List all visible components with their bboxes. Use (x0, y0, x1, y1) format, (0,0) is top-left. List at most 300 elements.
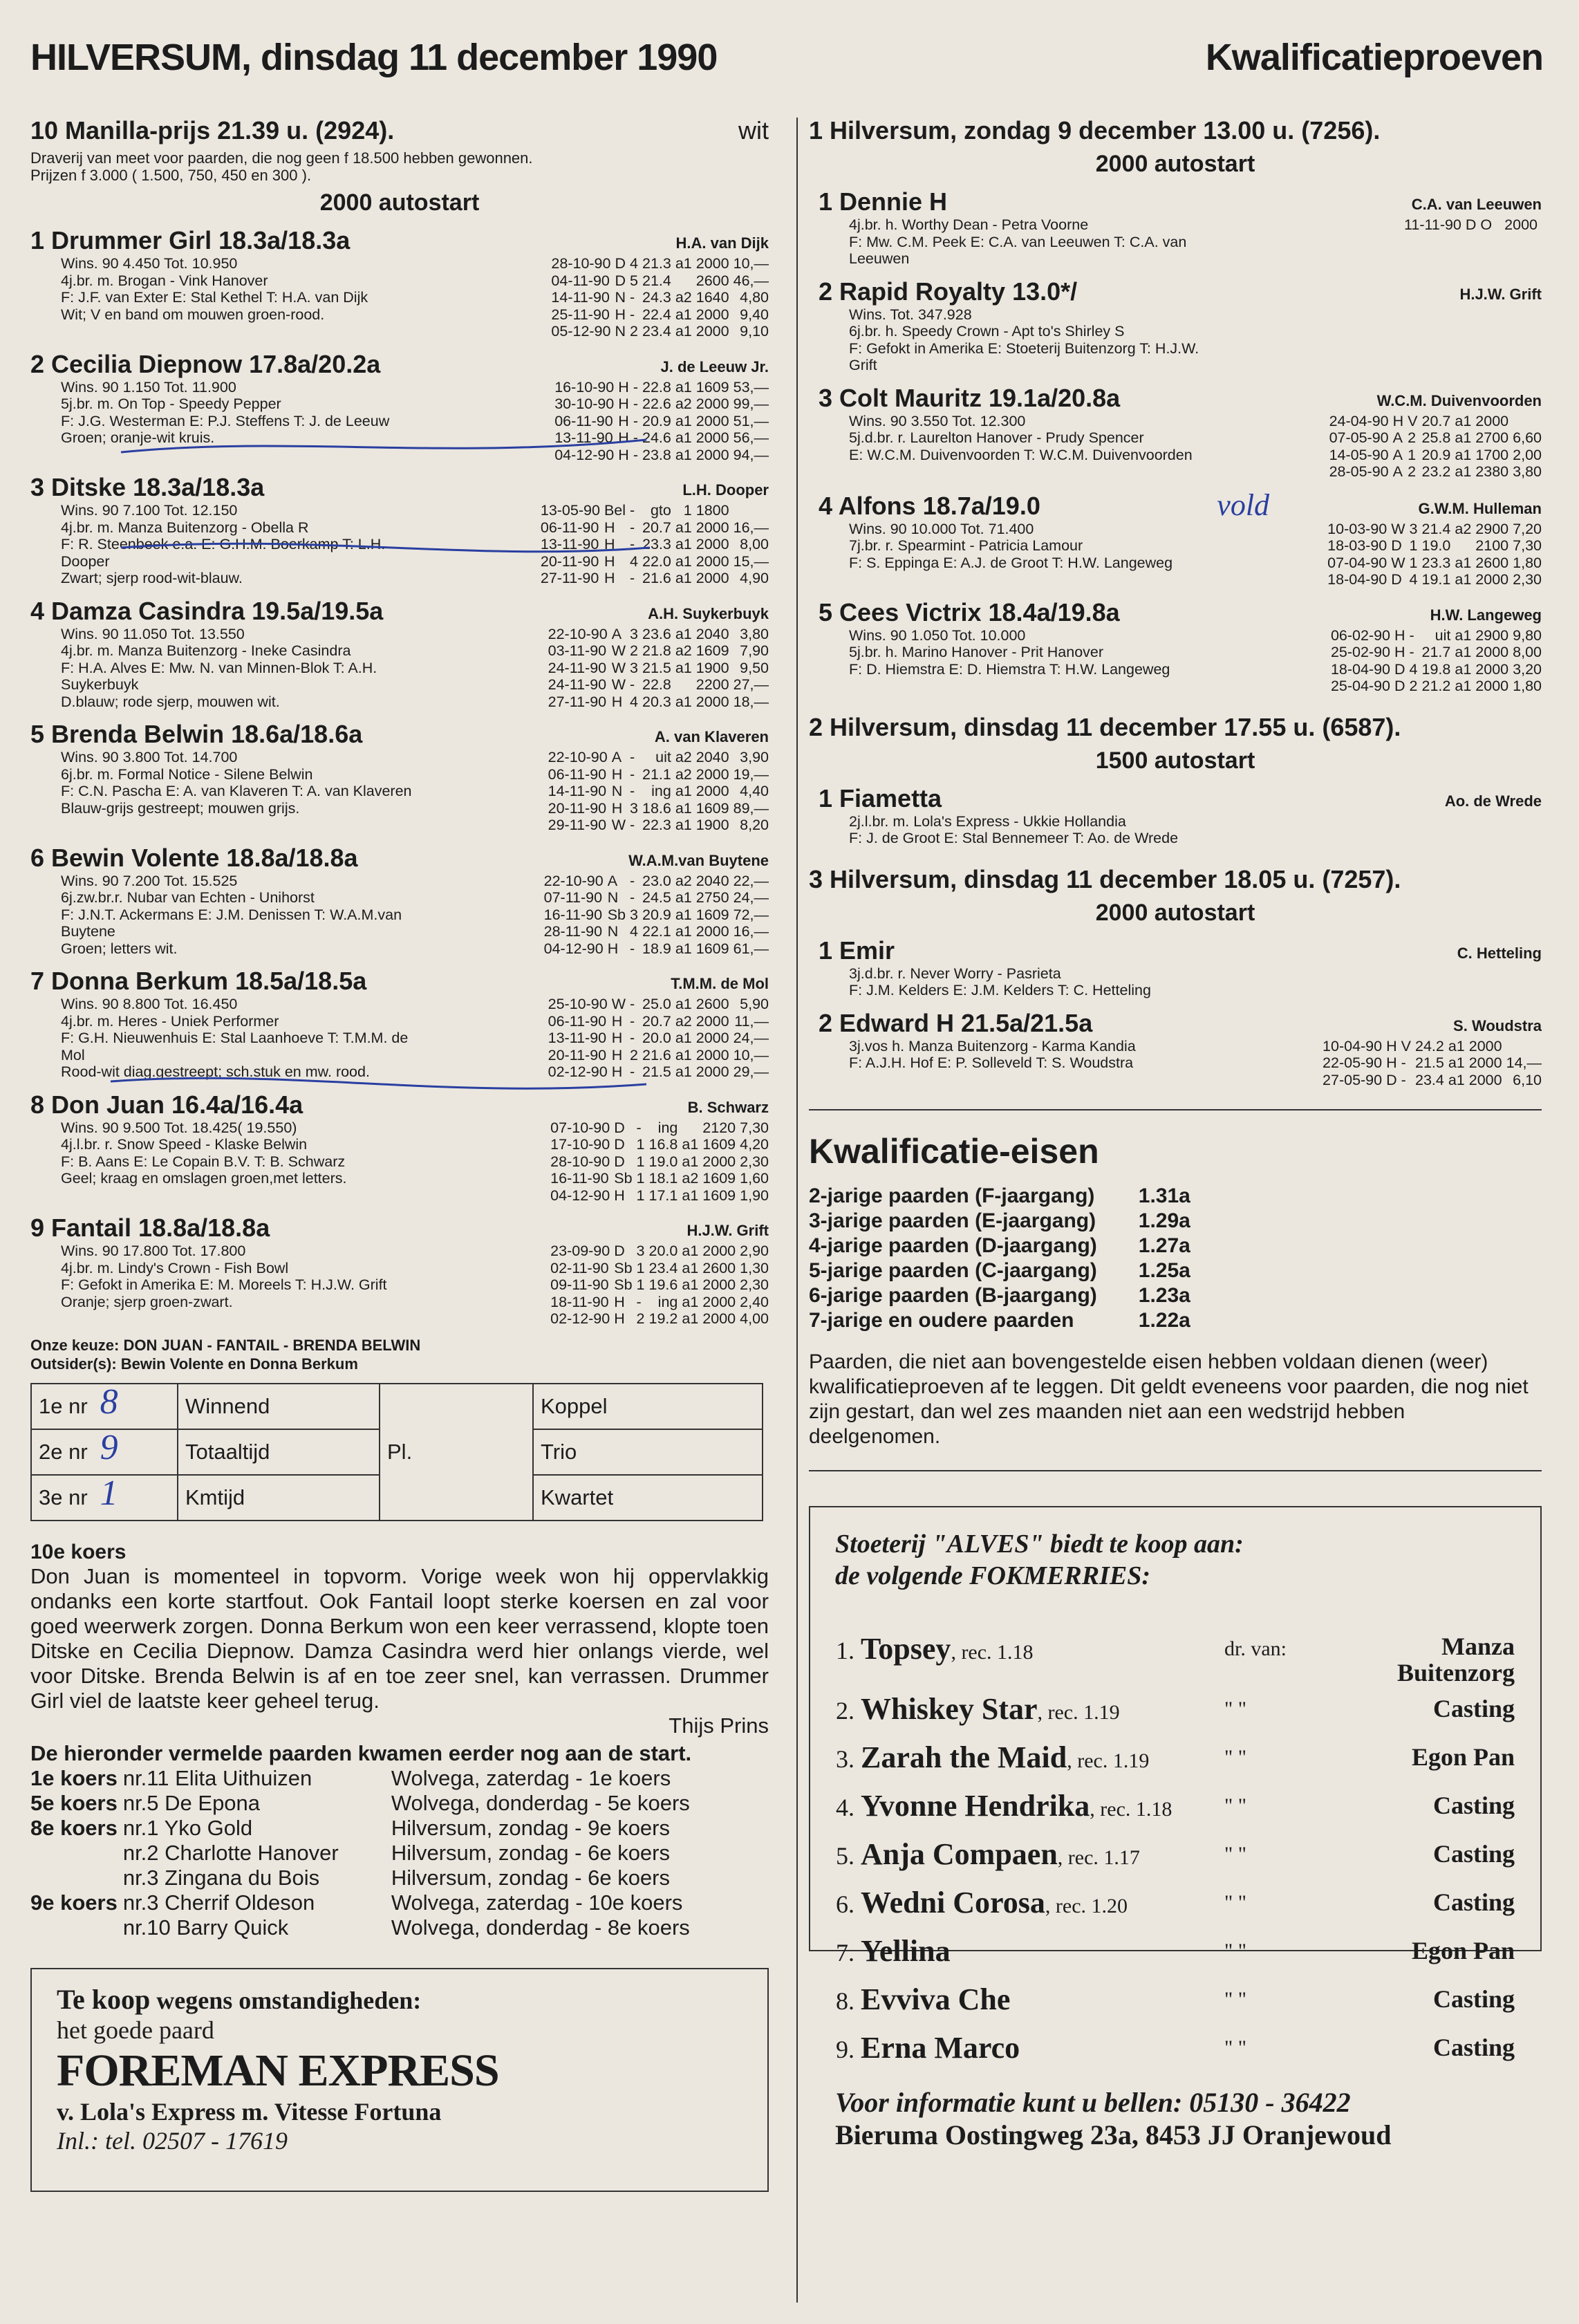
performance-row (1327, 661, 1542, 678)
performance-cell: D (1391, 537, 1402, 554)
performance-cell: 27-05-90 (1323, 1071, 1383, 1088)
performance-cell: - (633, 412, 638, 429)
performance-cell: 2000 (1475, 644, 1509, 660)
performance-cell (1502, 1038, 1542, 1055)
performance-cell: 1900 (695, 659, 729, 676)
previous-start-cell: 9e koers (30, 1890, 118, 1915)
performance-cell: 16,— (733, 923, 769, 940)
performance-cell: 17.1 (648, 1187, 678, 1204)
horse-body (30, 749, 769, 834)
performance-cell: 2000 (1475, 678, 1509, 694)
previous-starts-title: De hieronder vermelde paarden kwamen eerder nog aan de start. (30, 1740, 692, 1765)
horse-entry (30, 597, 769, 711)
mare-record: , rec. 1.19 (1037, 1701, 1120, 1724)
horse-name: 1 Drummer Girl 18.3a/18.3a (30, 226, 351, 254)
mare-row (835, 1977, 1515, 2025)
performance-cell: 06-11-90 (548, 765, 607, 783)
horse-entry (819, 936, 1542, 999)
performance-cell (1450, 537, 1471, 555)
performance-cell: 23.8 (642, 446, 671, 463)
mare-name-cell (835, 2025, 1224, 2074)
previous-start-cell: Wolvega, zaterdag - 10e koers (391, 1890, 683, 1915)
bet-row-3 (31, 1475, 178, 1521)
performance-cell: 2 (1408, 429, 1417, 446)
performance-row (550, 447, 769, 464)
performance-cell: 25-10-90 (548, 996, 608, 1012)
performance-cell: 24,— (733, 889, 769, 906)
performance-cell: - (636, 1293, 642, 1310)
performance-cell: H (615, 306, 626, 323)
mare-name: Anja Compaen (861, 1837, 1058, 1871)
performance-row (550, 429, 769, 447)
performance-cell: H (1386, 1037, 1397, 1054)
performance-cell: a1 (675, 799, 692, 817)
requirement-time: 1.29a (1138, 1209, 1190, 1232)
performance-cell: 2000 (695, 570, 729, 586)
performance-cell: 2000 (702, 1276, 736, 1293)
performance-cell: 3 (636, 1243, 645, 1259)
performance-cell: 1 (636, 1187, 645, 1204)
performance-row (547, 289, 769, 306)
mare-row (835, 1686, 1515, 1735)
performance-cell: 2000 (702, 1243, 736, 1259)
performance-cell: 21.6 (642, 570, 671, 586)
performance-cell: H (618, 412, 629, 429)
horse-info-line: F: Gefokt in Amerika E: Stoeterij Buitenzorg T: H.J.W. Grift (849, 340, 1199, 373)
qualification-horses (809, 936, 1542, 1089)
bet-winnend: Winnend (178, 1384, 380, 1429)
performance-cell: a2 (675, 289, 692, 306)
performance-row (547, 272, 769, 290)
performance-cell: 16,— (733, 519, 769, 536)
performance-cell: - (630, 1063, 635, 1080)
performance-cell: a1 (675, 889, 692, 906)
performance-cell: - (630, 306, 635, 323)
horse-entry (819, 384, 1542, 481)
performance-cell: H (618, 396, 629, 412)
performance-table (544, 749, 769, 834)
performance-cell: 3,80 (740, 625, 769, 642)
qualification-race-start: 2000 autostart (1095, 151, 1255, 177)
performance-cell: a1 (1455, 446, 1472, 463)
performance-cell: a2 (675, 396, 692, 412)
performance-row (544, 800, 769, 817)
race-start: 2000 autostart (319, 189, 480, 216)
horse-info-line: Wins. 90 17.800 Tot. 17.800 (61, 1243, 246, 1259)
requirement-time: 1.25a (1138, 1259, 1190, 1282)
qualification-race (809, 865, 1542, 1089)
performance-cell: 51,— (733, 412, 769, 429)
previous-start-cell: nr.3 Zingana du Bois (122, 1865, 320, 1890)
performance-row (540, 889, 769, 907)
ad-phone: Inl.: tel. 02507 - 17619 (57, 2126, 288, 2155)
requirement-row (809, 1283, 1232, 1308)
performance-cell: a1 (682, 1153, 699, 1170)
performance-cell: 2000 (702, 1310, 736, 1327)
performance-cell: a1 (1455, 571, 1472, 588)
horse-header (30, 720, 769, 749)
horse-info (61, 255, 420, 340)
horse-info-line: 4j.l.br. r. Snow Speed - Klaske Belwin (61, 1136, 308, 1153)
performance-cell: 04-12-90 (554, 446, 615, 463)
preview-author: Thijs Prins (669, 1713, 769, 1738)
mare-sire: Casting (1432, 2034, 1515, 2061)
mare-number: 1. (836, 1637, 854, 1664)
performance-cell: W (611, 642, 626, 659)
performance-cell: 20.0 (648, 1243, 678, 1259)
performance-cell: 22.4 (642, 306, 671, 323)
horse-info-line: 6j.br. h. Speedy Crown - Apt to's Shirley S (849, 323, 1125, 340)
performance-cell: 4,20 (740, 1136, 769, 1153)
mare-row (835, 1783, 1515, 1832)
performance-cell: 7,20 (1513, 520, 1542, 537)
qualification-races (809, 116, 1542, 1088)
performance-cell: - (630, 502, 635, 519)
horse-entry (30, 967, 769, 1081)
previous-start-cell: Hilversum, zondag - 6e koers (391, 1840, 670, 1865)
mare-sire-prefix: " " (1224, 1746, 1246, 1769)
horse-trainer: H.J.W. Grift (686, 1222, 769, 1239)
performance-row (1325, 463, 1542, 481)
horse-header (30, 1090, 769, 1119)
performance-cell: H (1392, 412, 1404, 429)
performance-row (547, 306, 769, 324)
performance-cell: 1 (1408, 446, 1417, 463)
horse-body (30, 1119, 769, 1205)
performance-cell: 28-10-90 (550, 1153, 610, 1170)
performance-cell: - (1409, 644, 1414, 660)
performance-cell: 1 (636, 1276, 645, 1293)
performance-cell: 1609 (702, 1187, 736, 1204)
performance-cell: - (630, 1030, 635, 1046)
horse-body (819, 306, 1542, 374)
performance-cell: a1 (682, 1187, 699, 1204)
performance-cell: 2000 (695, 1046, 729, 1063)
horse-trainer: C. Hetteling (1457, 944, 1542, 962)
horse-info-line: 3j.vos h. Manza Buitenzorg - Karma Kandia (849, 1037, 1136, 1054)
mare-name: Zarah the Maid (861, 1740, 1067, 1774)
qualification-race (809, 713, 1542, 847)
performance-cell: 1609 (695, 378, 729, 396)
performance-cell: D (614, 1136, 625, 1153)
horse-info-line: Blauw-grijs gestreept; mouwen grijs. (61, 799, 300, 817)
horse-info-line: F: G.H. Nieuwenhuis E: Stal Laanhoeve T: T.M.M. de Mol (61, 1030, 409, 1063)
mare-row (835, 1928, 1515, 1977)
performance-cell: a1 (675, 659, 692, 676)
horse-info-line: Rood-wit diag.gestreept; sch.stuk en mw. rood. (61, 1063, 370, 1080)
performance-cell: W (611, 659, 626, 676)
performance-row (1325, 429, 1542, 447)
performance-cell: 18.6 (642, 799, 671, 817)
performance-cell: N (615, 323, 626, 340)
performance-cell: 2,00 (1513, 446, 1542, 463)
horse-info-line: Wins. 90 1.150 Tot. 11.900 (61, 378, 236, 396)
horse-header (30, 350, 769, 379)
performance-cell: - (630, 783, 635, 799)
horse-header (30, 1214, 769, 1243)
performance-cell: a1 (675, 996, 692, 1012)
mare-sire: Casting (1432, 1985, 1515, 2013)
performance-cell: 4,40 (740, 783, 769, 799)
performance-row (546, 1136, 769, 1153)
performance-cell: H (611, 1063, 623, 1080)
horse-info-line: F: Gefokt in Amerika E: M. Moreels T: H.J.W. Grift (61, 1276, 387, 1293)
performance-cell: 2040 (695, 872, 729, 889)
requirements-title: Kwalificatie-eisen (809, 1132, 1099, 1171)
mare-sire-prefix: " " (1224, 1843, 1246, 1866)
performance-cell: a1 (675, 446, 692, 463)
performance-cell: 18,— (733, 693, 769, 710)
performance-cell: H (611, 693, 623, 710)
performance-cell: 8,20 (740, 817, 769, 833)
performance-row (1318, 1038, 1542, 1055)
performance-cell: 24-11-90 (548, 676, 607, 693)
horse-info (849, 627, 1208, 695)
performance-cell: O (1480, 216, 1493, 233)
horse-header (819, 598, 1542, 627)
performance-cell (729, 502, 769, 519)
mare-number: 4. (836, 1794, 854, 1821)
preview-text: Don Juan is momenteel in topvorm. Vorige week won hij oppervlakkig ondanks een korte startfout. Ook Fantail loopt sterke koersen en zal voor goed weerwerk zorgen. Donna Berkum won een keer verrassend, klopte toen Ditske en Cecilia Diepnow. Damza Casindra werd hier onlangs vierde, wel voor Ditske. Brenda Belwin is af en toe zeer snel, kan verrassen. Drummer Girl viel de laatste keer geheel terug. (30, 1563, 769, 1713)
performance-cell: Sb (614, 1170, 633, 1187)
previous-start-row (30, 1915, 695, 1940)
performance-cell: a1 (1448, 1037, 1465, 1054)
performance-cell: D (1394, 678, 1405, 694)
mare-sire-prefix: " " (1224, 1891, 1246, 1914)
performance-cell: 21.4 (642, 272, 671, 289)
qualification-requirements (809, 1131, 1542, 1449)
performance-table (1323, 521, 1542, 588)
performance-cell: 1900 (695, 817, 729, 833)
performance-cell: N (615, 289, 626, 306)
horse-info (61, 1243, 420, 1328)
performance-cell: - (1401, 1054, 1406, 1071)
performance-cell: 24-04-90 (1329, 412, 1389, 429)
performance-cell: H (604, 519, 615, 536)
horse-performances (547, 255, 769, 340)
performance-row (544, 783, 769, 800)
performance-cell: 2000 (695, 519, 729, 536)
performance-cell: 28-05-90 (1329, 463, 1389, 480)
performance-cell: 24-11-90 (548, 659, 607, 676)
horse-trainer: S. Woudstra (1453, 1016, 1542, 1034)
tip-choice: Onze keuze: DON JUAN - FANTAIL - BRENDA BELWIN (30, 1336, 421, 1354)
horse-info (61, 379, 420, 464)
performance-cell: 2000 (695, 306, 729, 323)
qualification-horses (809, 784, 1542, 847)
performance-cell: 10,— (733, 255, 769, 272)
performance-cell: a1 (675, 625, 692, 642)
requirement-time: 1.27a (1138, 1234, 1190, 1257)
horse-trainer: H.J.W. Grift (1459, 285, 1542, 303)
performance-cell: a1 (675, 906, 692, 923)
performance-cell: 14,— (1506, 1054, 1542, 1071)
bet-row-1 (31, 1384, 178, 1429)
horse-trainer: L.H. Dooper (682, 481, 769, 499)
horse-info-line: F: Mw. C.M. Peek E: C.A. van Leeuwen T: C.A. van Leeuwen (849, 233, 1187, 267)
horse-info-line: 4j.br. h. Worthy Dean - Petra Voorne (849, 216, 1089, 233)
performance-cell: 23.3 (1421, 554, 1451, 571)
horse-name: 5 Brenda Belwin 18.6a/18.6a (30, 720, 363, 748)
performance-cell: 02-11-90 (550, 1259, 609, 1276)
performance-cell: 20.9 (1421, 446, 1451, 463)
performance-table (1318, 1038, 1542, 1089)
horse-info-line: Wins. 90 1.050 Tot. 10.000 (849, 626, 1026, 644)
performance-cell: 21.4 (1421, 520, 1451, 537)
performance-cell: 1609 (695, 906, 729, 923)
performance-cell: 2000 (695, 536, 729, 552)
performance-cell: W (1391, 554, 1405, 571)
performance-cell: W (611, 817, 626, 833)
performance-cell: 4 (1409, 660, 1418, 678)
performance-table (1327, 627, 1542, 695)
performance-cell: 2000 (695, 1063, 729, 1080)
horse-name: 2 Rapid Royalty 13.0*/ (819, 277, 1078, 306)
performance-cell: 4 (630, 923, 638, 940)
horse-header (819, 384, 1542, 413)
qualification-race-title: 1 Hilversum, zondag 9 december 13.00 u. (7256). (809, 116, 1381, 145)
performance-cell: D (1386, 1071, 1397, 1088)
ad-pedigree: v. Lola's Express m. Vitesse Fortuna (57, 2097, 442, 2126)
performance-cell: 4 (630, 552, 638, 570)
performance-cell: W (611, 996, 626, 1012)
horse-body (819, 1038, 1542, 1089)
qualification-race-title: 3 Hilversum, dinsdag 11 december 18.05 u. (7257). (809, 864, 1401, 893)
requirement-row (809, 1258, 1232, 1283)
performance-cell: 2600 (695, 272, 729, 289)
horse-info-line: 6j.br. m. Formal Notice - Silene Belwin (61, 765, 313, 783)
performance-cell: H (614, 1310, 625, 1327)
performance-cell: 2000 (695, 765, 729, 783)
mare-name-cell (835, 1832, 1224, 1880)
performance-cell: 04-12-90 (550, 1187, 610, 1204)
performance-cell: 2900 (1475, 626, 1509, 644)
performance-cell: 2000 (695, 429, 729, 446)
horse-trainer: W.A.M.van Buytene (628, 851, 769, 869)
performance-cell: a1 (675, 429, 692, 446)
performance-cell: 3 (630, 799, 638, 817)
horse-body (819, 413, 1542, 481)
performance-cell: N (607, 889, 619, 906)
performance-cell: - (630, 817, 635, 833)
performance-cell: H (614, 1187, 625, 1204)
horse-header (819, 784, 1542, 813)
performance-cell: 21.7 (1421, 644, 1451, 660)
previous-start-row (30, 1791, 695, 1816)
horse-info-line: Wins. 90 9.500 Tot. 18.425( 19.550) (61, 1119, 297, 1136)
horse-info-line: F: J.G. Westerman E: P.J. Steffens T: J. de Leeuw (61, 412, 390, 429)
performance-cell: - (630, 1012, 635, 1030)
performance-row (1325, 413, 1542, 430)
performance-cell: - (630, 872, 635, 889)
horse-info-line: 4j.br. m. Manza Buitenzorg - Ineke Casindra (61, 642, 351, 659)
performance-cell: a1 (1455, 412, 1472, 429)
performance-cell: 1,80 (1513, 554, 1542, 571)
bet-row-label: 2e nr (39, 1439, 88, 1464)
column-divider (796, 118, 798, 2303)
horse-info-line: Wins. 90 3.550 Tot. 12.300 (849, 412, 1026, 429)
performance-cell: a1 (1455, 554, 1472, 571)
requirements-table (809, 1184, 1232, 1333)
performance-cell: 2000 (695, 552, 729, 570)
mare-number: 8. (836, 1987, 854, 2015)
performance-cell: 16.8 (648, 1136, 678, 1153)
performance-cell: 9,40 (740, 306, 769, 323)
requirement-row (809, 1184, 1232, 1209)
performance-cell: 94,— (733, 446, 769, 463)
performance-cell: a1 (675, 255, 692, 272)
horse-info-line: 4j.br. m. Heres - Uniek Performer (61, 1012, 279, 1030)
performance-cell: - (633, 429, 638, 446)
performance-cell: a1 (682, 1136, 699, 1153)
performance-cell: a1 (675, 1046, 692, 1063)
bet-row-2 (31, 1429, 178, 1475)
performance-cell: H (1386, 1054, 1397, 1071)
performance-cell: - (630, 289, 635, 306)
performance-cell (1508, 413, 1542, 430)
performance-row (544, 996, 769, 1013)
performance-cell: V (1401, 1037, 1411, 1054)
performance-cell: - (630, 676, 635, 693)
performance-row (544, 694, 769, 711)
divider (809, 1470, 1542, 1471)
performance-cell: 18-04-90 (1327, 571, 1388, 588)
performance-cell: 1 (636, 1170, 645, 1187)
performance-cell: H (618, 378, 629, 396)
bet-kmtijd: Kmtijd (178, 1475, 380, 1521)
performance-cell: 8,00 (1513, 644, 1542, 660)
performance-cell: 03-11-90 (548, 642, 607, 659)
bet-row-label: 3e nr (39, 1485, 88, 1509)
performance-cell: 2000 (702, 1153, 736, 1170)
performance-cell: 19.2 (648, 1310, 678, 1327)
ad-heading (57, 1983, 742, 2016)
performance-cell: 2000 (1468, 1054, 1502, 1071)
horse-info-line: F: J.N.T. Ackermans E: J.M. Denissen T: W.A.M.van Buytene (61, 906, 402, 940)
horse-name: 2 Cecilia Diepnow 17.8a/20.2a (30, 349, 381, 378)
performance-cell (678, 1119, 698, 1137)
performance-row (536, 519, 769, 537)
performance-cell: a2 (675, 749, 692, 765)
performance-row (540, 940, 769, 958)
previous-start-cell: nr.2 Charlotte Hanover (122, 1840, 339, 1865)
performance-cell: 7,30 (740, 1119, 769, 1136)
stud-ad-subheading: de volgende FOKMERRIES: (835, 1561, 1151, 1590)
horse-info-line: 3j.d.br. r. Never Worry - Pasrieta (849, 965, 1061, 982)
performance-cell: - (630, 570, 635, 586)
performance-cell: 2100 (1475, 537, 1509, 554)
performance-cell (671, 272, 692, 290)
mare-name-cell (835, 1880, 1224, 1928)
horse-entry (30, 473, 769, 587)
performance-cell: 1609 (695, 642, 729, 659)
handwritten-number: 1 (100, 1473, 118, 1513)
performance-cell: 1 (636, 1259, 645, 1276)
horse-performances (546, 1119, 769, 1205)
performance-cell: 2000 (695, 446, 729, 463)
horse-performances (1323, 521, 1542, 588)
performance-cell: 17-10-90 (550, 1136, 610, 1153)
performance-table (550, 379, 769, 464)
horse-info (849, 813, 1208, 847)
performance-cell: 22-10-90 (548, 625, 608, 642)
performance-cell: 6,10 (1513, 1071, 1542, 1088)
performance-cell: D (615, 272, 626, 289)
previous-start-cell: Wolvega, zaterdag - 1e koers (391, 1765, 671, 1790)
mare-record: , rec. 1.19 (1067, 1749, 1150, 1772)
performance-row (544, 749, 769, 766)
performance-cell: 9,10 (740, 323, 769, 340)
